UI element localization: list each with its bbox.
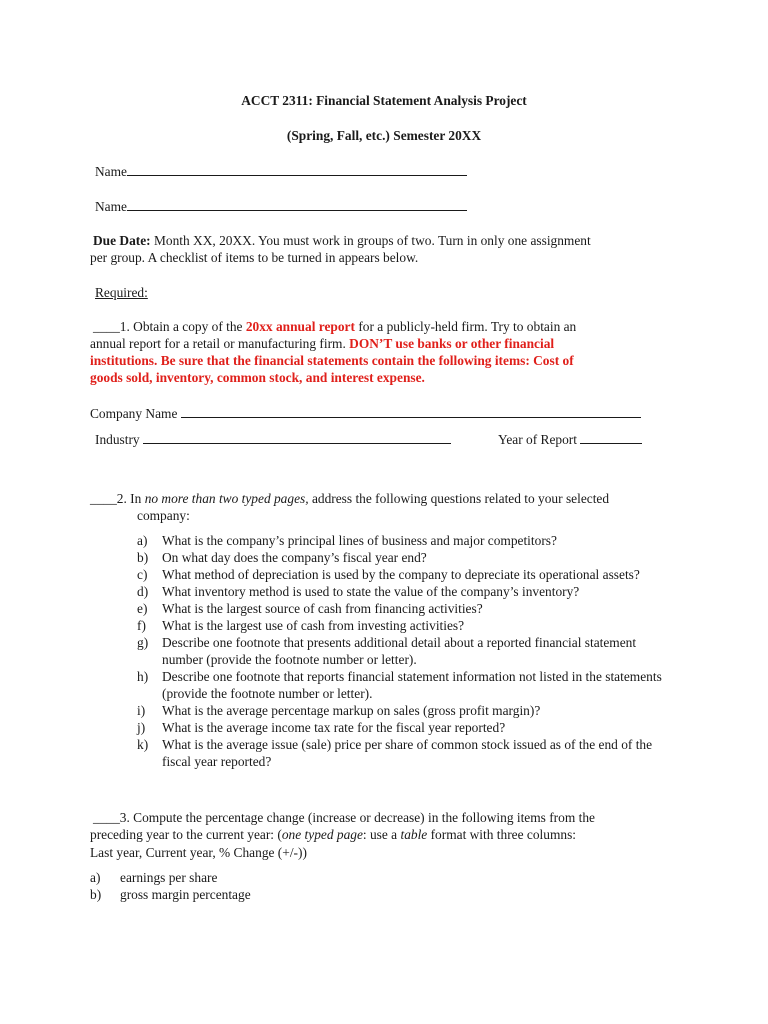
year-of-report-field[interactable] — [498, 430, 642, 448]
name-field-2[interactable] — [95, 197, 467, 215]
due-date-label: Due Date: — [93, 233, 151, 248]
item1-line4: goods sold, inventory, common stock, and interest expense. — [90, 370, 425, 385]
item3-line2: preceding year to the current year: (one typed page: use a table format with three columns: — [90, 827, 576, 842]
name-label: Name — [95, 199, 127, 214]
list-item: d) What inventory method is used to state the value of the company’s inventory? — [137, 584, 580, 599]
list-item: e) What is the largest source of cash from financing activities? — [137, 601, 483, 616]
item1-line3: institutions. Be sure that the financial statements contain the following items: Cost of — [90, 353, 574, 368]
question-list — [137, 532, 682, 770]
list-item: j) What is the average income tax rate for the fiscal year reported? — [137, 720, 506, 735]
checklist-blank: ____ — [90, 491, 117, 506]
semester-subtitle: (Spring, Fall, etc.) Semester 20XX — [286, 128, 482, 143]
item2-line1: ____2. In no more than two typed pages, address the following questions related to your selected — [90, 491, 610, 506]
company-name-label: Company Name — [90, 406, 181, 421]
item3-line1: ____3. Compute the percentage change (increase or decrease) in the following items from the — [93, 810, 595, 825]
list-item: i) What is the average percentage markup on sales (gross profit margin)? — [137, 703, 541, 718]
year-blank-line[interactable] — [580, 430, 642, 444]
industry-blank-line[interactable] — [143, 430, 451, 444]
list-item: c) What method of depreciation is used by the company to depreciate its operational assets? — [137, 567, 640, 582]
company-name-field[interactable] — [90, 404, 641, 422]
checklist-blank: ____ — [93, 319, 120, 334]
due-date-line2: per group. A checklist of items to be turned in appears below. — [90, 250, 419, 265]
list-item: k) What is the average issue (sale) price per share of common stock issued as of the end of the fiscal year reported? — [137, 737, 653, 769]
due-date-text: Month XX, 20XX. You must work in groups of two. Turn in only one assignment — [150, 233, 591, 248]
company-name-blank-line[interactable] — [181, 404, 641, 418]
name-blank-line[interactable] — [127, 162, 467, 176]
name-field-1[interactable] — [95, 162, 467, 180]
name-label: Name — [95, 164, 127, 179]
list-item: g) Describe one footnote that presents additional detail about a reported financial statement number (provide the footnote number or letter). — [137, 635, 637, 667]
list-item: a) What is the company’s principal lines of business and major competitors? — [137, 533, 557, 548]
item3-line3: Last year, Current year, % Change (+/-)) — [90, 845, 307, 860]
list-item: a) earnings per share — [90, 870, 218, 885]
year-of-report-label: Year of Report — [498, 432, 581, 447]
list-item: b) On what day does the company’s fiscal year end? — [137, 550, 427, 565]
annual-report-highlight: 20xx annual report — [245, 319, 355, 334]
item1-line1: ____1. Obtain a copy of the 20xx annual report for a publicly-held firm. Try to obtain an — [93, 319, 577, 334]
list-item: f) What is the largest use of cash from investing activities? — [137, 618, 465, 633]
due-date-line1 — [93, 232, 591, 249]
industry-field[interactable] — [95, 430, 451, 448]
item2-line2: company: — [137, 508, 190, 523]
list-item: h) Describe one footnote that reports financial statement information not listed in the statements (provide the footnote number or letter). — [137, 669, 662, 701]
document-title: ACCT 2311: Financial Statement Analysis Project — [241, 93, 527, 108]
required-heading: Required: — [95, 285, 148, 300]
industry-label: Industry — [95, 432, 143, 447]
checklist-blank: ____ — [93, 810, 120, 825]
item1-line2: annual report for a retail or manufacturing firm. DON’T use banks or other financial — [90, 336, 555, 351]
name-blank-line[interactable] — [127, 197, 467, 211]
warning-text: DON’T use banks or other financial — [349, 336, 555, 351]
list-item: b) gross margin percentage — [90, 887, 251, 902]
